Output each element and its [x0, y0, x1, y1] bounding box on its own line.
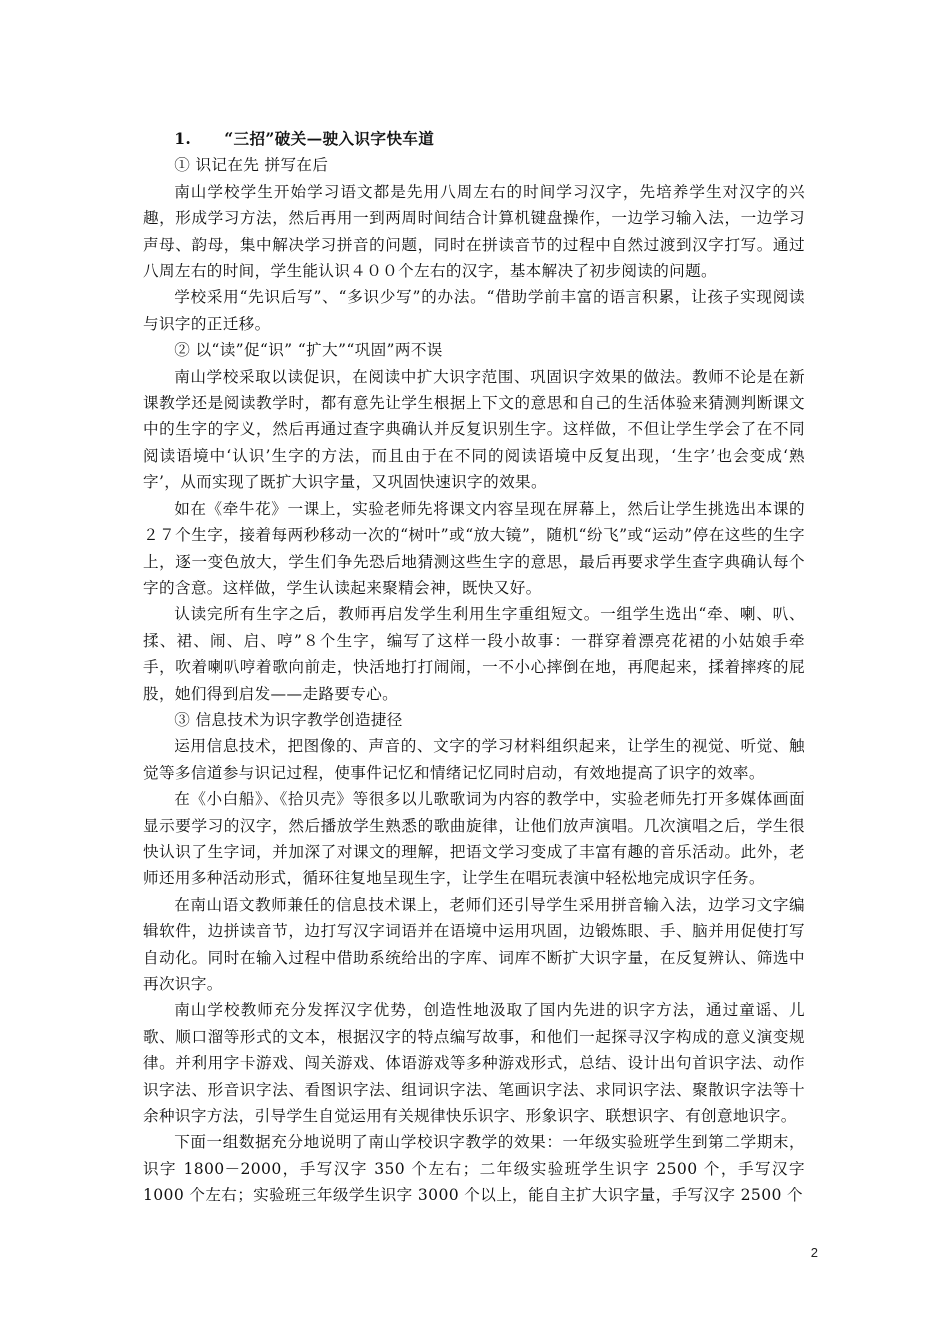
body-paragraph: 南山学校采取以读促识，在阅读中扩大识字范围、巩固识字效果的做法。教师不论是在新课教学还是阅读教学时，都有意先让学生根据上下文的意思和自己的生活体验来猜测判断课文中的生字的字义，然后再通过查字典确认并反复识别生字。这样做，不但让学生学会了在不同阅读语境中‘认识’生字的方法，而且由于在不同的阅读语境中反复出现，‘生字’也会变成‘熟字’，从而实现了既扩大识字量，又巩固快速识字的效果。 — [143, 367, 805, 492]
body-paragraph: 认读完所有生字之后，教师再启发学生利用生字重组短文。一组学生选出“牵、喇、叭、揉、裙、闹、启、哼”８个生字，编写了这样一段小故事：一群穿着漂亮花裙的小姑娘手牵手，吹着喇叭哼着歌向前走，快活地打打闹闹，一不小心摔倒在地，再爬起来，揉着摔疼的屁股，她们得到启发——走路要专心。 — [143, 605, 805, 703]
paragraph-list — [143, 152, 805, 1208]
subsection-heading: ③ 信息技术为识字教学创造捷径 — [174, 710, 403, 729]
body-paragraph: 如在《牵牛花》一课上，实验老师先将课文内容呈现在屏幕上，然后让学生挑选出本课的２７个生字，接着每两秒移动一次的“树叶”或“放大镜”，随机“纷飞”或“运动”停在这些的生字上，逐一变色放大，学生们争先恐后地猜测这些生字的意思，最后再要求学生查字典确认每个字的含意。这样做，学生认读起来聚精会神，既快又好。 — [143, 499, 805, 597]
section-heading — [143, 126, 805, 152]
subsection-heading: ② 以“读”促“识” “扩大”“巩固”两不误 — [174, 341, 443, 360]
body-paragraph: 南山学校教师充分发挥汉字优势，创造性地汲取了国内先进的识字方法，通过童谣、儿歌、顺口溜等形式的文本，根据汉字的特点编写故事，和他们一起探寻汉字构成的意义演变规律。并利用字卡游戏、闯关游戏、体语游戏等多种游戏形式，总结、设计出句首识字法、动作识字法、形音识字法、看图识字法、组词识字法、笔画识字法、求同识字法、聚散识字法等十余种识字方法，引导学生自觉运用有关规律快乐识字、形象识字、联想识字、有创意地识字。 — [143, 1001, 805, 1126]
body-paragraph: 在《小白船》、《拾贝壳》等很多以儿歌歌词为内容的教学中，实验老师先打开多媒体画面显示要学习的汉字，然后播放学生熟悉的歌曲旋律，让他们放声演唱。几次演唱之后，学生很快认识了生字词，并加深了对课文的理解，把语文学习变成了丰富有趣的音乐活动。此外，老师还用多种活动形式，循环往复地呈现生字，让学生在唱玩表演中轻松地完成识字任务。 — [143, 790, 805, 888]
body-paragraph: 运用信息技术，把图像的、声音的、文字的学习材料组织起来，让学生的视觉、听觉、触觉等多信道参与识记过程，使事件记忆和情绪记忆同时启动，有效地提高了识字的效率。 — [143, 737, 805, 782]
body-paragraph: 南山学校学生开始学习语文都是先用八周左右的时间学习汉字，先培养学生对汉字的兴趣，形成学习方法，然后再用一到两周时间结合计算机键盘操作，一边学习输入法，一边学习声母、韵母，集中解决学习拼音的问题，同时在拼读音节的过程中自然过渡到汉字打写。通过八周左右的时间，学生能认识４００个左右的汉字，基本解决了初步阅读的问题。 — [143, 182, 805, 281]
body-paragraph: 下面一组数据充分地说明了南山学校识字教学的效果：一年级实验班学生到第二学期末，识字 1800－2000，手写汉字 350 个左右；二年级实验班学生识字 2500 个，手写汉字 1000 个左右；实验班三年级学生识字 3000 个以上，能自主扩大识字量，手写汉字 2500 个 — [143, 1133, 805, 1205]
body-paragraph: 学校采用“先识后写”、“多识少写”的办法。“借助学前丰富的语言积累，让孩子实现阅读与识字的正迁移。 — [143, 288, 805, 333]
section-number: 1. — [174, 129, 192, 148]
body-paragraph: 在南山语文教师兼任的信息技术课上，老师们还引导学生采用拼音输入法，边学习文字编辑软件，边拼读音节，边打写汉字词语并在语境中运用巩固，边锻炼眼、手、脑并用促使打写自动化。同时在输入过程中借助系统给出的字库、词库不断扩大识字量，在反复辨认、筛选中再次识字。 — [143, 895, 805, 993]
subsection-heading: ① 识记在先 拼写在后 — [174, 156, 329, 175]
page-body — [143, 126, 805, 1209]
section-title: “三招”破关—驶入识字快车道 — [224, 129, 435, 148]
page-number: 2 — [810, 1245, 818, 1260]
